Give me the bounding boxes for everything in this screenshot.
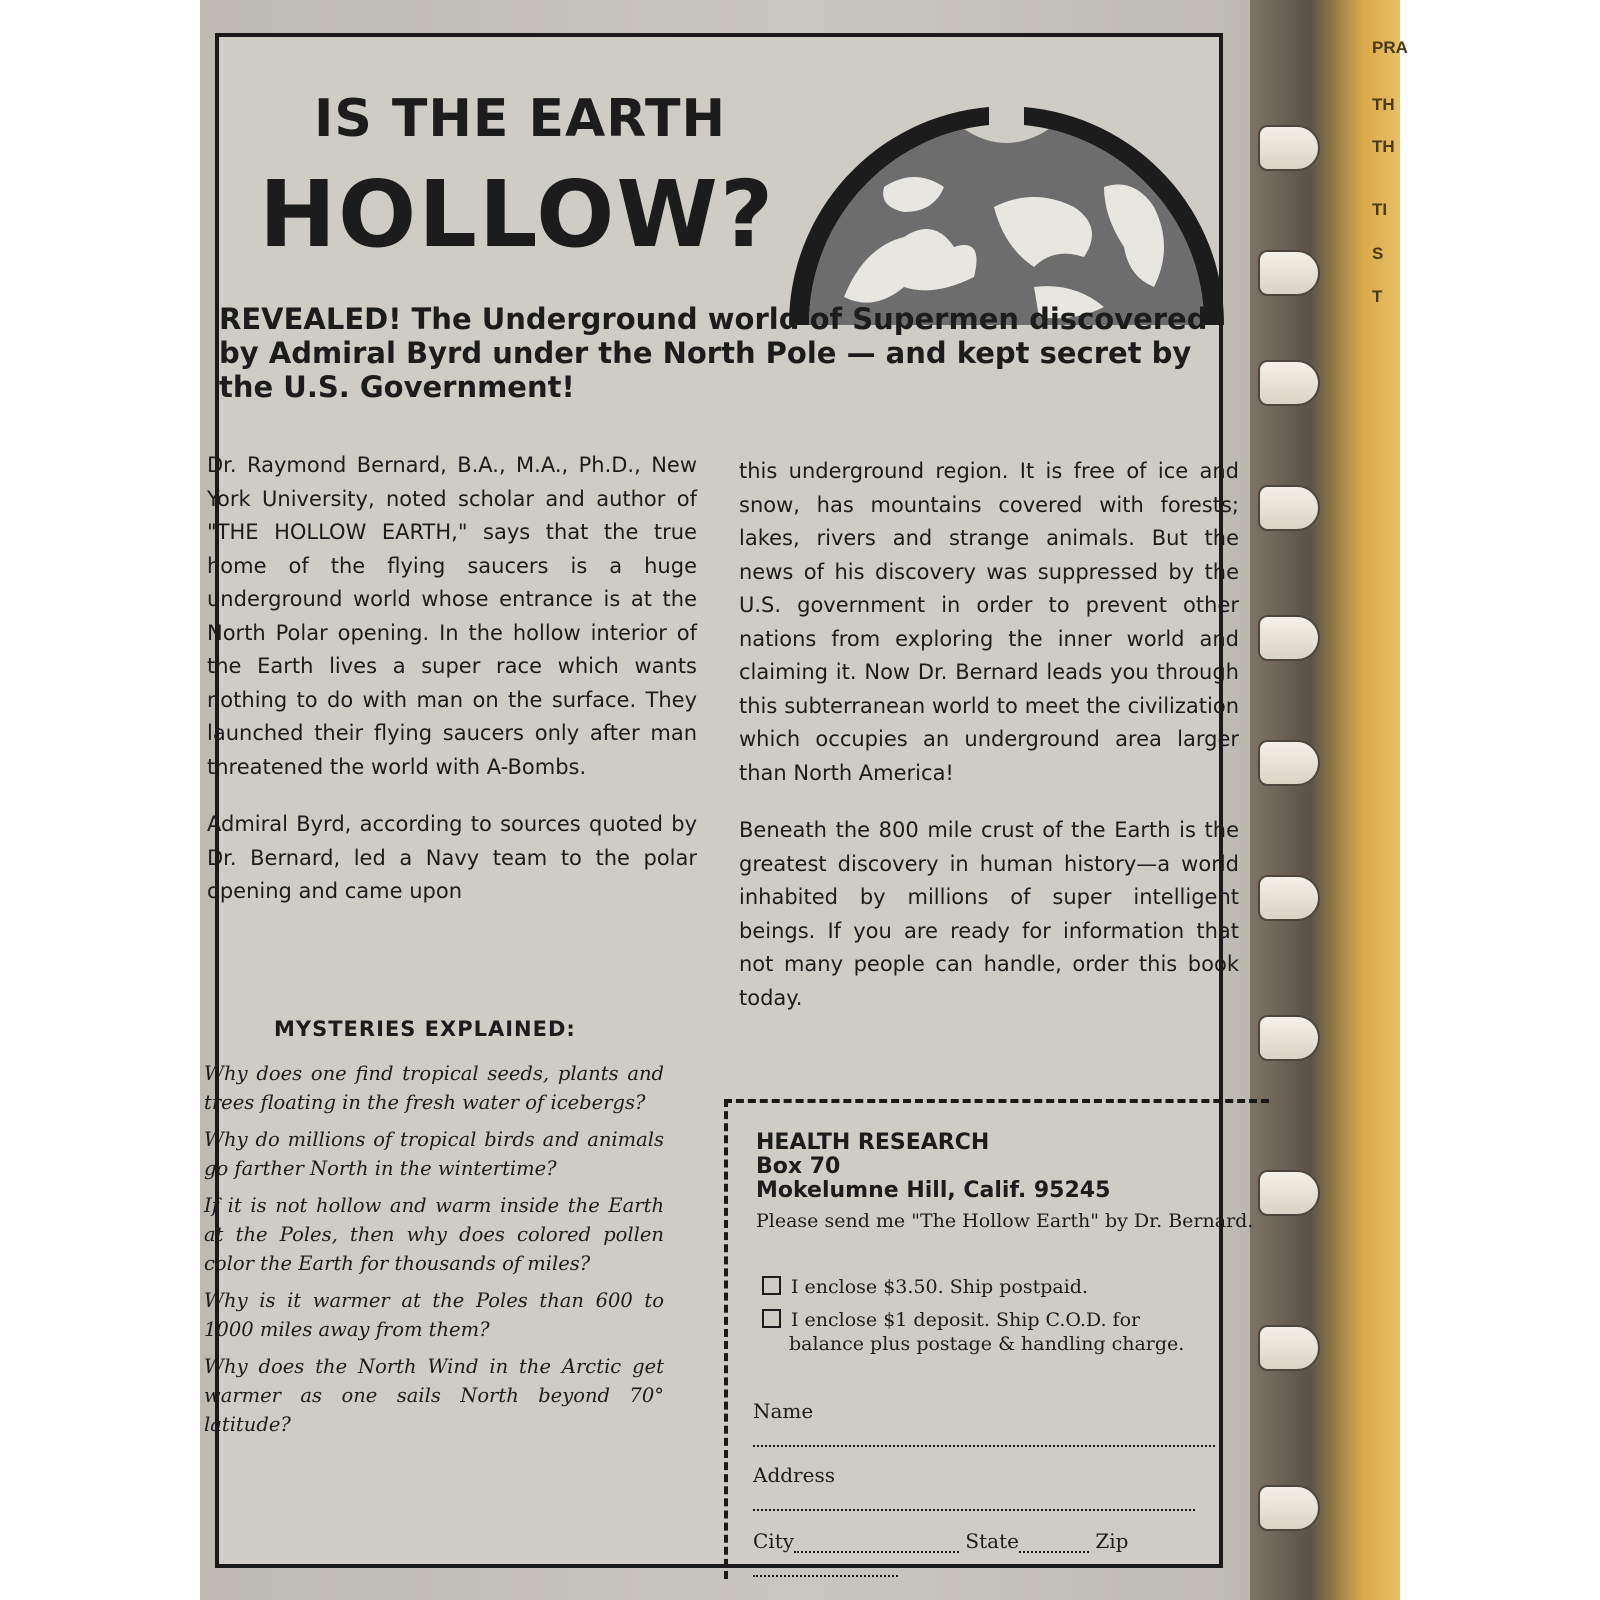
company-name: HEALTH RESEARCH <box>756 1130 990 1155</box>
field-label: Name <box>753 1399 814 1423</box>
mysteries-list <box>204 1059 664 1447</box>
mystery-question: Why is it warmer at the Poles than 600 to 1000 miles away from them? <box>204 1289 664 1341</box>
field-label: City <box>753 1529 795 1553</box>
name-field[interactable] <box>753 1399 1269 1447</box>
company-city: Mokelumne Hill, Calif. 95245 <box>756 1178 1111 1203</box>
fill-line <box>1019 1551 1089 1553</box>
headline-kicker: IS THE EARTH <box>314 89 726 149</box>
mystery-question: Why does the North Wind in the Arctic get warmer as one sails North beyond 70° latitude? <box>204 1355 664 1436</box>
body-right-column <box>739 455 1239 1039</box>
binder-ring <box>1258 485 1320 531</box>
option-label-continued: balance plus postage & handling charge. <box>789 1333 1185 1355</box>
body-paragraph: this underground region. It is free of ice and snow, has mountains covered with forests; lakes, rivers and strange animals. But the news of his discovery was suppressed by the U.S. government in order to prevent other nations from exploring the inner world and claiming it. Now Dr. Bernard leads you through this subterranean world to meet the civilization which occupies an underground area larger than North America! <box>739 459 1239 785</box>
binder-ring <box>1258 1015 1320 1061</box>
order-coupon <box>724 1099 1269 1579</box>
fill-line <box>753 1575 898 1577</box>
binder-tab-label: TH <box>1372 95 1395 114</box>
binder-ring <box>1258 615 1320 661</box>
order-request: Please send me "The Hollow Earth" by Dr. Bernard. <box>756 1210 1254 1232</box>
company-box: Box 70 <box>756 1154 841 1179</box>
binder-ring <box>1258 875 1320 921</box>
binder-ring <box>1258 740 1320 786</box>
checkbox[interactable] <box>762 1309 781 1328</box>
address-field[interactable] <box>753 1463 1269 1511</box>
checkbox[interactable] <box>762 1276 781 1295</box>
field-label: State <box>965 1529 1019 1553</box>
headline-title: HOLLOW? <box>259 161 776 268</box>
binder-tab-label: PRA <box>1372 38 1408 57</box>
binder-ring <box>1258 250 1320 296</box>
field-label: Address <box>753 1463 835 1487</box>
advertisement <box>204 33 1254 1568</box>
company-address <box>756 1131 1110 1203</box>
option-label: I enclose $1 deposit. Ship C.O.D. for <box>791 1309 1141 1331</box>
mysteries-heading: MYSTERIES EXPLAINED: <box>274 1017 576 1041</box>
body-paragraph: Dr. Raymond Bernard, B.A., M.A., Ph.D., New York University, noted scholar and author of "THE HOLLOW EARTH," says that the true home of the flying saucers is a huge underground world whose entrance is at the North Polar opening. In the hollow interior of the Earth lives a super race which wants nothing to do with man on the surface. They launched their flying saucers only after man threatened the world with A-Bombs. <box>207 453 697 779</box>
binder-tab-label: S <box>1372 244 1384 263</box>
body-paragraph: Admiral Byrd, according to sources quoted by Dr. Bernard, led a Navy team to the polar opening and came upon <box>207 812 697 903</box>
field-label: Zip <box>1095 1529 1129 1553</box>
subheadline: REVEALED! The Underground world of Supermen discovered by Admiral Byrd under the North Pole — and kept secret by the U.S. Government! <box>219 302 1208 404</box>
city-state-zip-field[interactable] <box>753 1529 1269 1577</box>
binder-tab-label: T <box>1372 287 1383 306</box>
body-paragraph: Beneath the 800 mile crust of the Earth is the greatest discovery in human history—a world inhabited by millions of super intelligent beings. If you are ready for information that not many people can handle, order this book today. <box>739 818 1239 1010</box>
payment-option-cod[interactable] <box>762 1308 1184 1356</box>
mystery-question: If it is not hollow and warm inside the Earth at the Poles, then why does colored pollen color the Earth for thousands of miles? <box>204 1194 664 1275</box>
binder-ring <box>1258 360 1320 406</box>
body-left-column <box>207 449 697 933</box>
hollow-earth-globe-illustration <box>784 97 1229 327</box>
mystery-question: Why do millions of tropical birds and animals go farther North in the wintertime? <box>204 1128 664 1180</box>
binder-tab-label: TH <box>1372 137 1395 156</box>
fill-line <box>794 1551 959 1553</box>
payment-option-postpaid[interactable] <box>762 1275 1088 1299</box>
binder-tab-label: TI <box>1372 200 1388 219</box>
fill-line <box>753 1509 1195 1511</box>
binder-ring <box>1258 125 1320 171</box>
mystery-question: Why does one find tropical seeds, plants and trees floating in the fresh water of icebergs? <box>204 1062 664 1114</box>
fill-line <box>753 1445 1215 1447</box>
option-label: I enclose $3.50. Ship postpaid. <box>791 1276 1088 1298</box>
